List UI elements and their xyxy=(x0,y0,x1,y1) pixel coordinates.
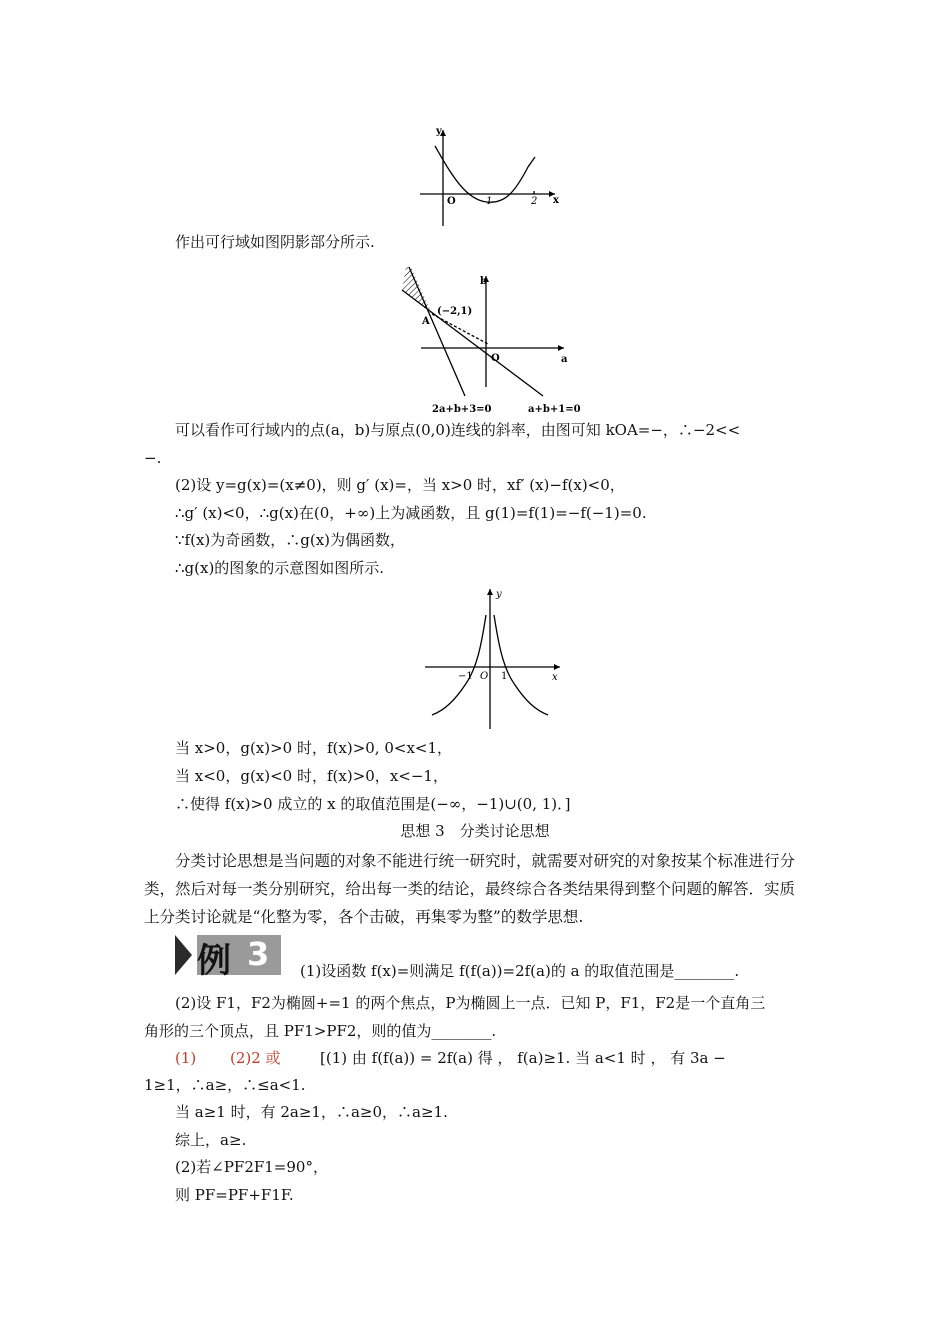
text-slope-cont: −. xyxy=(144,449,162,467)
text-odd-even: ∵f(x)为奇函数，∴g(x)为偶函数， xyxy=(175,531,406,549)
answer-line6: 则 PF=PF+F1F. xyxy=(175,1186,294,1204)
x-label: x xyxy=(552,672,558,683)
answer-line4: 综上，a≥. xyxy=(175,1131,247,1149)
b-label: b xyxy=(480,276,487,287)
x-axis-arrow xyxy=(554,664,560,670)
tick-1-label: 1 xyxy=(486,196,493,207)
a-axis-arrow xyxy=(558,345,564,351)
line-a-b-1 xyxy=(402,290,543,396)
shaded-region xyxy=(402,267,432,314)
text-graph-intro: ∴g(x)的图象的示意图如图所示. xyxy=(175,559,385,577)
figure-feasible-region xyxy=(396,262,586,417)
text-case-negative: 当 x<0，g(x)<0 时，f(x)>0，x<−1， xyxy=(175,767,448,785)
text-feasible-region: 作出可行域如图阴影部分所示. xyxy=(175,233,375,251)
one-label: 1 xyxy=(501,671,508,682)
x-label: x xyxy=(553,195,559,206)
text-case-positive: 当 x>0，g(x)>0 时，f(x)>0, 0<x<1， xyxy=(175,739,453,757)
point-coord-label: (−2,1) xyxy=(437,306,473,317)
text-decreasing: ∴g′ (x)<0，∴g(x)在(0，+∞)上为减函数，且 g(1)=f(1)=−f(−1)=0. xyxy=(175,504,647,522)
a-label: a xyxy=(561,354,568,365)
tick-2-label: 2 xyxy=(531,196,538,207)
y-label: y xyxy=(496,589,502,600)
line2-label: a+b+1=0 xyxy=(528,404,581,415)
text-part2: (2)设 y=g(x)=(x≠0)，则 g′ (x)=，当 x>0 时，xf′ (x)−f(x)<0， xyxy=(175,476,625,494)
example-label-num: 3 xyxy=(247,935,270,973)
answer-line1 xyxy=(175,1048,726,1068)
text-conclusion: ∴使得 f(x)>0 成立的 x 的取值范围是(−∞，−1)∪(0, 1)．] xyxy=(175,795,571,813)
section-paragraph: 分类讨论思想是当问题的对象不能进行统一研究时，就需要对研究的对象按某个标准进行分类，然后对每一类分别研究，给出每一类的结论，最终综合各类结果得到整个问题的解答．实质上分类讨论就是“化整为零，各个击破，再集零为整”的数学思想. xyxy=(144,852,796,926)
answer-line5: (2)若∠PF2F1=90°， xyxy=(175,1158,328,1176)
answer-1-label: (1) xyxy=(175,1049,197,1067)
answer-solution-start: [(1) 由 f(f(a)) = 2f(a) 得 ， f(a)≥1. 当 a<1 时 ， 有 3a − xyxy=(320,1049,726,1067)
origin-label: O xyxy=(480,671,489,682)
point-A-label: A xyxy=(422,316,430,327)
answer-2-label: (2)2 或 xyxy=(230,1049,281,1067)
example-q2b: 角形的三个顶点，且 PF1>PF2，则的值为________. xyxy=(144,1022,497,1040)
answer-line2: 1≥1，∴a≥，∴≤a<1. xyxy=(144,1076,306,1094)
figure-g-graph xyxy=(420,585,565,730)
y-label: y xyxy=(436,126,442,137)
figure-cubic-graph xyxy=(405,122,565,232)
right-branch xyxy=(494,615,548,715)
example-q1: (1)设函数 f(x)=则满足 f(f(a))=2f(a)的 a 的取值范围是________. xyxy=(300,962,740,980)
example-label xyxy=(175,932,285,981)
text-slope: 可以看作可行域内的点(a，b)与原点(0,0)连线的斜率，由图可知 kOA=−，∴−2<< xyxy=(175,421,741,439)
line1-label: 2a+b+3=0 xyxy=(432,404,492,415)
left-branch xyxy=(432,615,489,715)
answer-line3: 当 a≥1 时，有 2a≥1，∴a≥0，∴a≥1. xyxy=(175,1103,448,1121)
origin-label: O xyxy=(447,196,456,207)
section-title: 思想 3 分类讨论思想 xyxy=(400,822,550,840)
origin-label: O xyxy=(491,353,500,364)
y-axis-arrow xyxy=(487,589,493,595)
example-q2a: (2)设 F1，F2为椭圆+=1 的两个焦点，P为椭圆上一点．已知 P，F1，F2是一个直角三 xyxy=(175,994,766,1012)
neg1-label: −1 xyxy=(458,671,473,682)
example-label-char: 例 xyxy=(197,941,231,981)
